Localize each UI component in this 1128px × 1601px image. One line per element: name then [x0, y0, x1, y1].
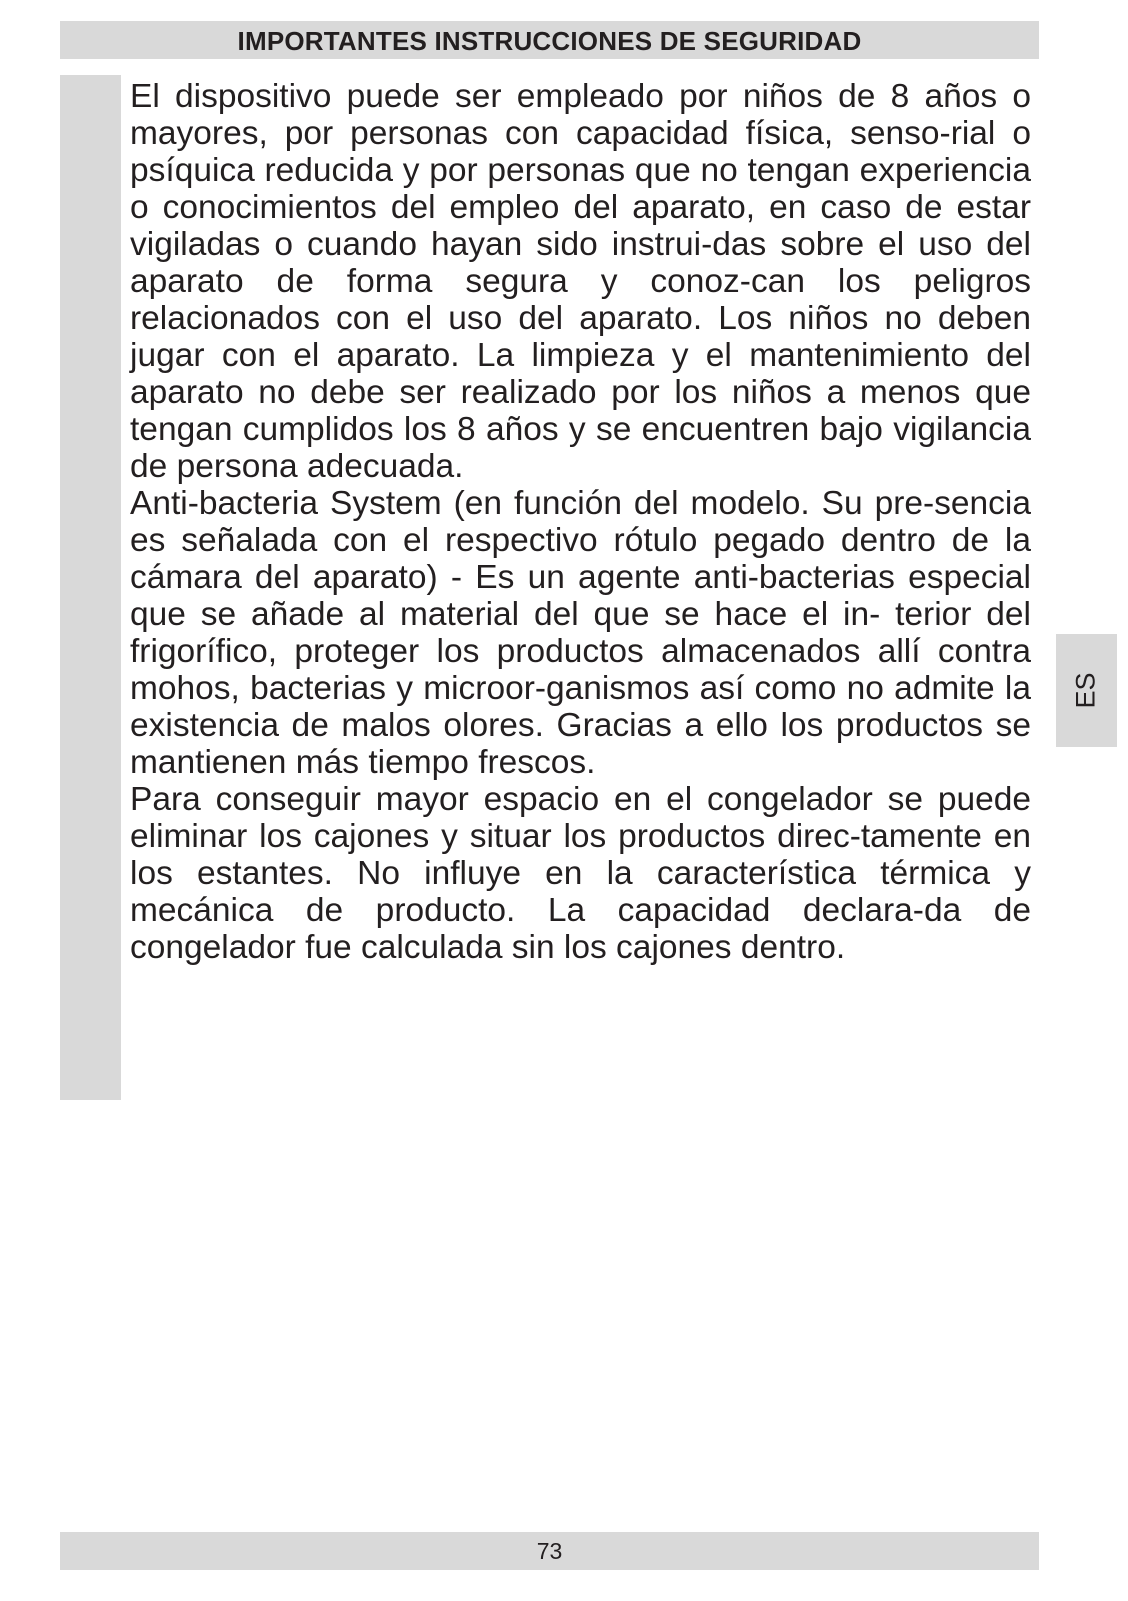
header-bar [60, 21, 1039, 59]
page-number: 73 [536, 1537, 563, 1564]
language-tab [1056, 634, 1117, 747]
language-label: ES [1071, 672, 1101, 709]
footer-bar [60, 1532, 1039, 1570]
page-title: IMPORTANTES INSTRUCCIONES DE SEGURIDAD [237, 25, 862, 56]
paragraph-anti-bacteria: Anti-bacteria System (en función del modelo. Su pre-sencia es señalada con el respectivo rótulo pegado dentro de la cámara del aparato) - Es un agente anti-bacterias especial que se añade al material del que se hace el in- terior del frigorífico, proteger los productos almacenados allí contra mohos, bacterias y microor-ganismos así como no admite la existencia de malos olores. Gracias a ello los productos se mantienen más tiempo frescos. [130, 485, 1031, 781]
side-accent-strip [60, 75, 121, 1100]
body-content [130, 78, 1031, 966]
paragraph-freezer-space: Para conseguir mayor espacio en el congelador se puede eliminar los cajones y situar los productos direc-tamente en los estantes. No influye en la característica térmica y mecánica de producto. La capacidad declara-da de congelador fue calculada sin los cajones dentro. [130, 781, 1031, 966]
paragraph-children-safety: El dispositivo puede ser empleado por niños de 8 años o mayores, por personas con capacidad física, senso-rial o psíquica reducida y por personas que no tengan experiencia o conocimientos del empleo del aparato, en caso de estar vigiladas o cuando hayan sido instrui-das sobre el uso del aparato de forma segura y conoz-can los peligros relacionados con el uso del aparato. Los niños no deben jugar con el aparato. La limpieza y el mantenimiento del aparato no debe ser realizado por los niños a menos que tengan cumplidos los 8 años y se encuentren bajo vigilancia de persona adecuada. [130, 78, 1031, 485]
